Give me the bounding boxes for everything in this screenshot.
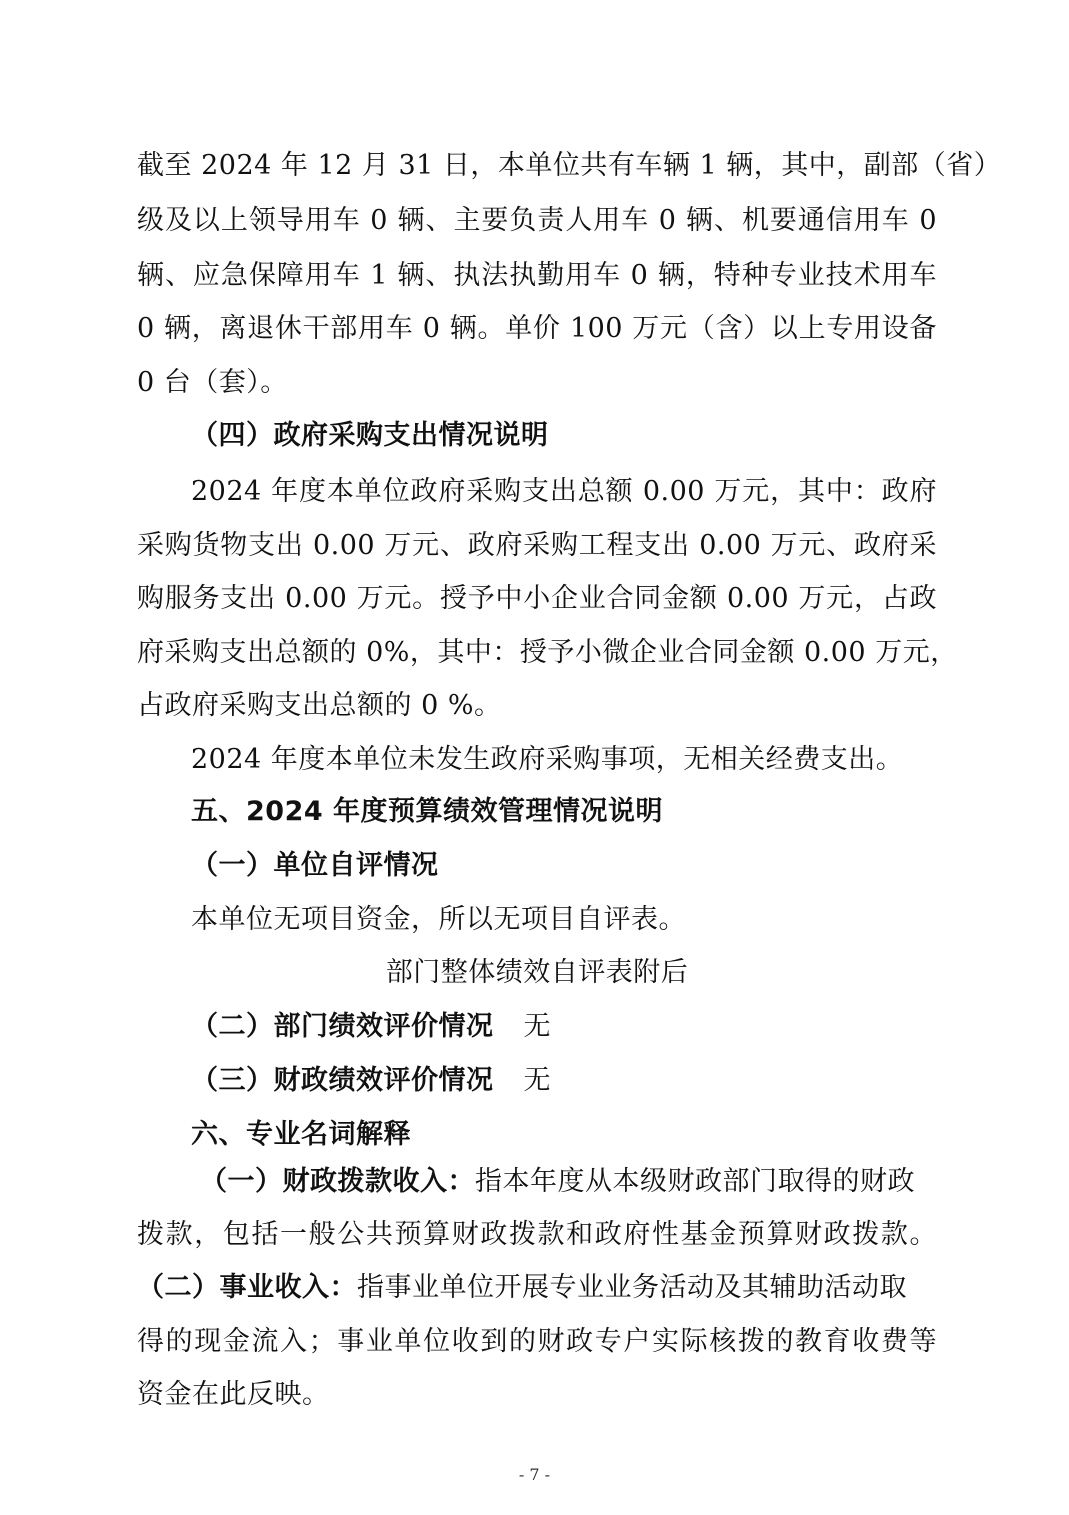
term-1-text-part-1: 指本年度从本级财政部门取得的财政: [475, 1166, 915, 1197]
vehicle-paragraph-line-4: 0 辆，离退休干部用车 0 辆。单价 100 万元（含）以上专用设备: [137, 313, 937, 344]
procurement-heading: （四）政府采购支出情况说明: [191, 420, 549, 451]
section-5-heading: 五、2024 年度预算绩效管理情况说明: [191, 796, 664, 827]
financial-evaluation-heading: （三）财政绩效评价情况: [191, 1065, 494, 1096]
page-number: - 7 -: [518, 1465, 551, 1484]
attached-table-note: 部门整体绩效自评表附后: [385, 957, 689, 988]
procurement-paragraph-line-1: 2024 年度本单位政府采购支出总额 0.00 万元，其中：政府: [191, 476, 937, 507]
department-evaluation-line: [191, 1011, 937, 1043]
term-2-line-2: 得的现金流入；事业单位收到的财政专户实际核拨的教育收费等: [137, 1326, 937, 1357]
vehicle-paragraph-line-2: 级及以上领导用车 0 辆、主要负责人用车 0 辆、机要通信用车 0: [137, 205, 937, 236]
term-2-line-1: [137, 1272, 937, 1304]
vehicle-paragraph-line-1: 截至 2024 年 12 月 31 日，本单位共有车辆 1 辆，其中，副部（省）: [137, 150, 1002, 181]
term-1-line-2: 拨款，包括一般公共预算财政拨款和政府性基金预算财政拨款。: [137, 1219, 937, 1250]
procurement-paragraph-line-5: 占政府采购支出总额的 0 %。: [137, 690, 502, 721]
financial-evaluation-value: 无: [523, 1065, 551, 1096]
procurement-paragraph-line-3: 购服务支出 0.00 万元。授予中小企业合同金额 0.00 万元，占政: [137, 583, 937, 614]
vehicle-paragraph-line-3: 辆、应急保障用车 1 辆、执法执勤用车 0 辆，特种专业技术用车: [137, 260, 937, 291]
term-2-text-part-1: 指事业单位开展专业业务活动及其辅助活动取: [357, 1272, 907, 1303]
term-1-label: （一）财政拨款收入：: [200, 1166, 475, 1197]
term-2-line-3: 资金在此反映。: [137, 1379, 330, 1410]
procurement-paragraph-line-4: 府采购支出总额的 0%，其中：授予小微企业合同金额 0.00 万元，: [137, 637, 958, 668]
term-1-line-1: [200, 1166, 937, 1198]
procurement-paragraph-line-2: 采购货物支出 0.00 万元、政府采购工程支出 0.00 万元、政府采: [137, 530, 937, 561]
vehicle-paragraph-line-5: 0 台（套）。: [137, 367, 288, 398]
department-evaluation-heading: （二）部门绩效评价情况: [191, 1011, 494, 1042]
financial-evaluation-line: [191, 1065, 937, 1097]
self-evaluation-heading: （一）单位自评情况: [191, 850, 439, 881]
section-6-heading: 六、专业名词解释: [191, 1119, 411, 1150]
department-evaluation-value: 无: [523, 1011, 551, 1042]
self-evaluation-text: 本单位无项目资金，所以无项目自评表。: [191, 904, 686, 935]
no-procurement-note: 2024 年度本单位未发生政府采购事项，无相关经费支出。: [191, 744, 904, 775]
term-2-label: （二）事业收入：: [137, 1272, 357, 1303]
